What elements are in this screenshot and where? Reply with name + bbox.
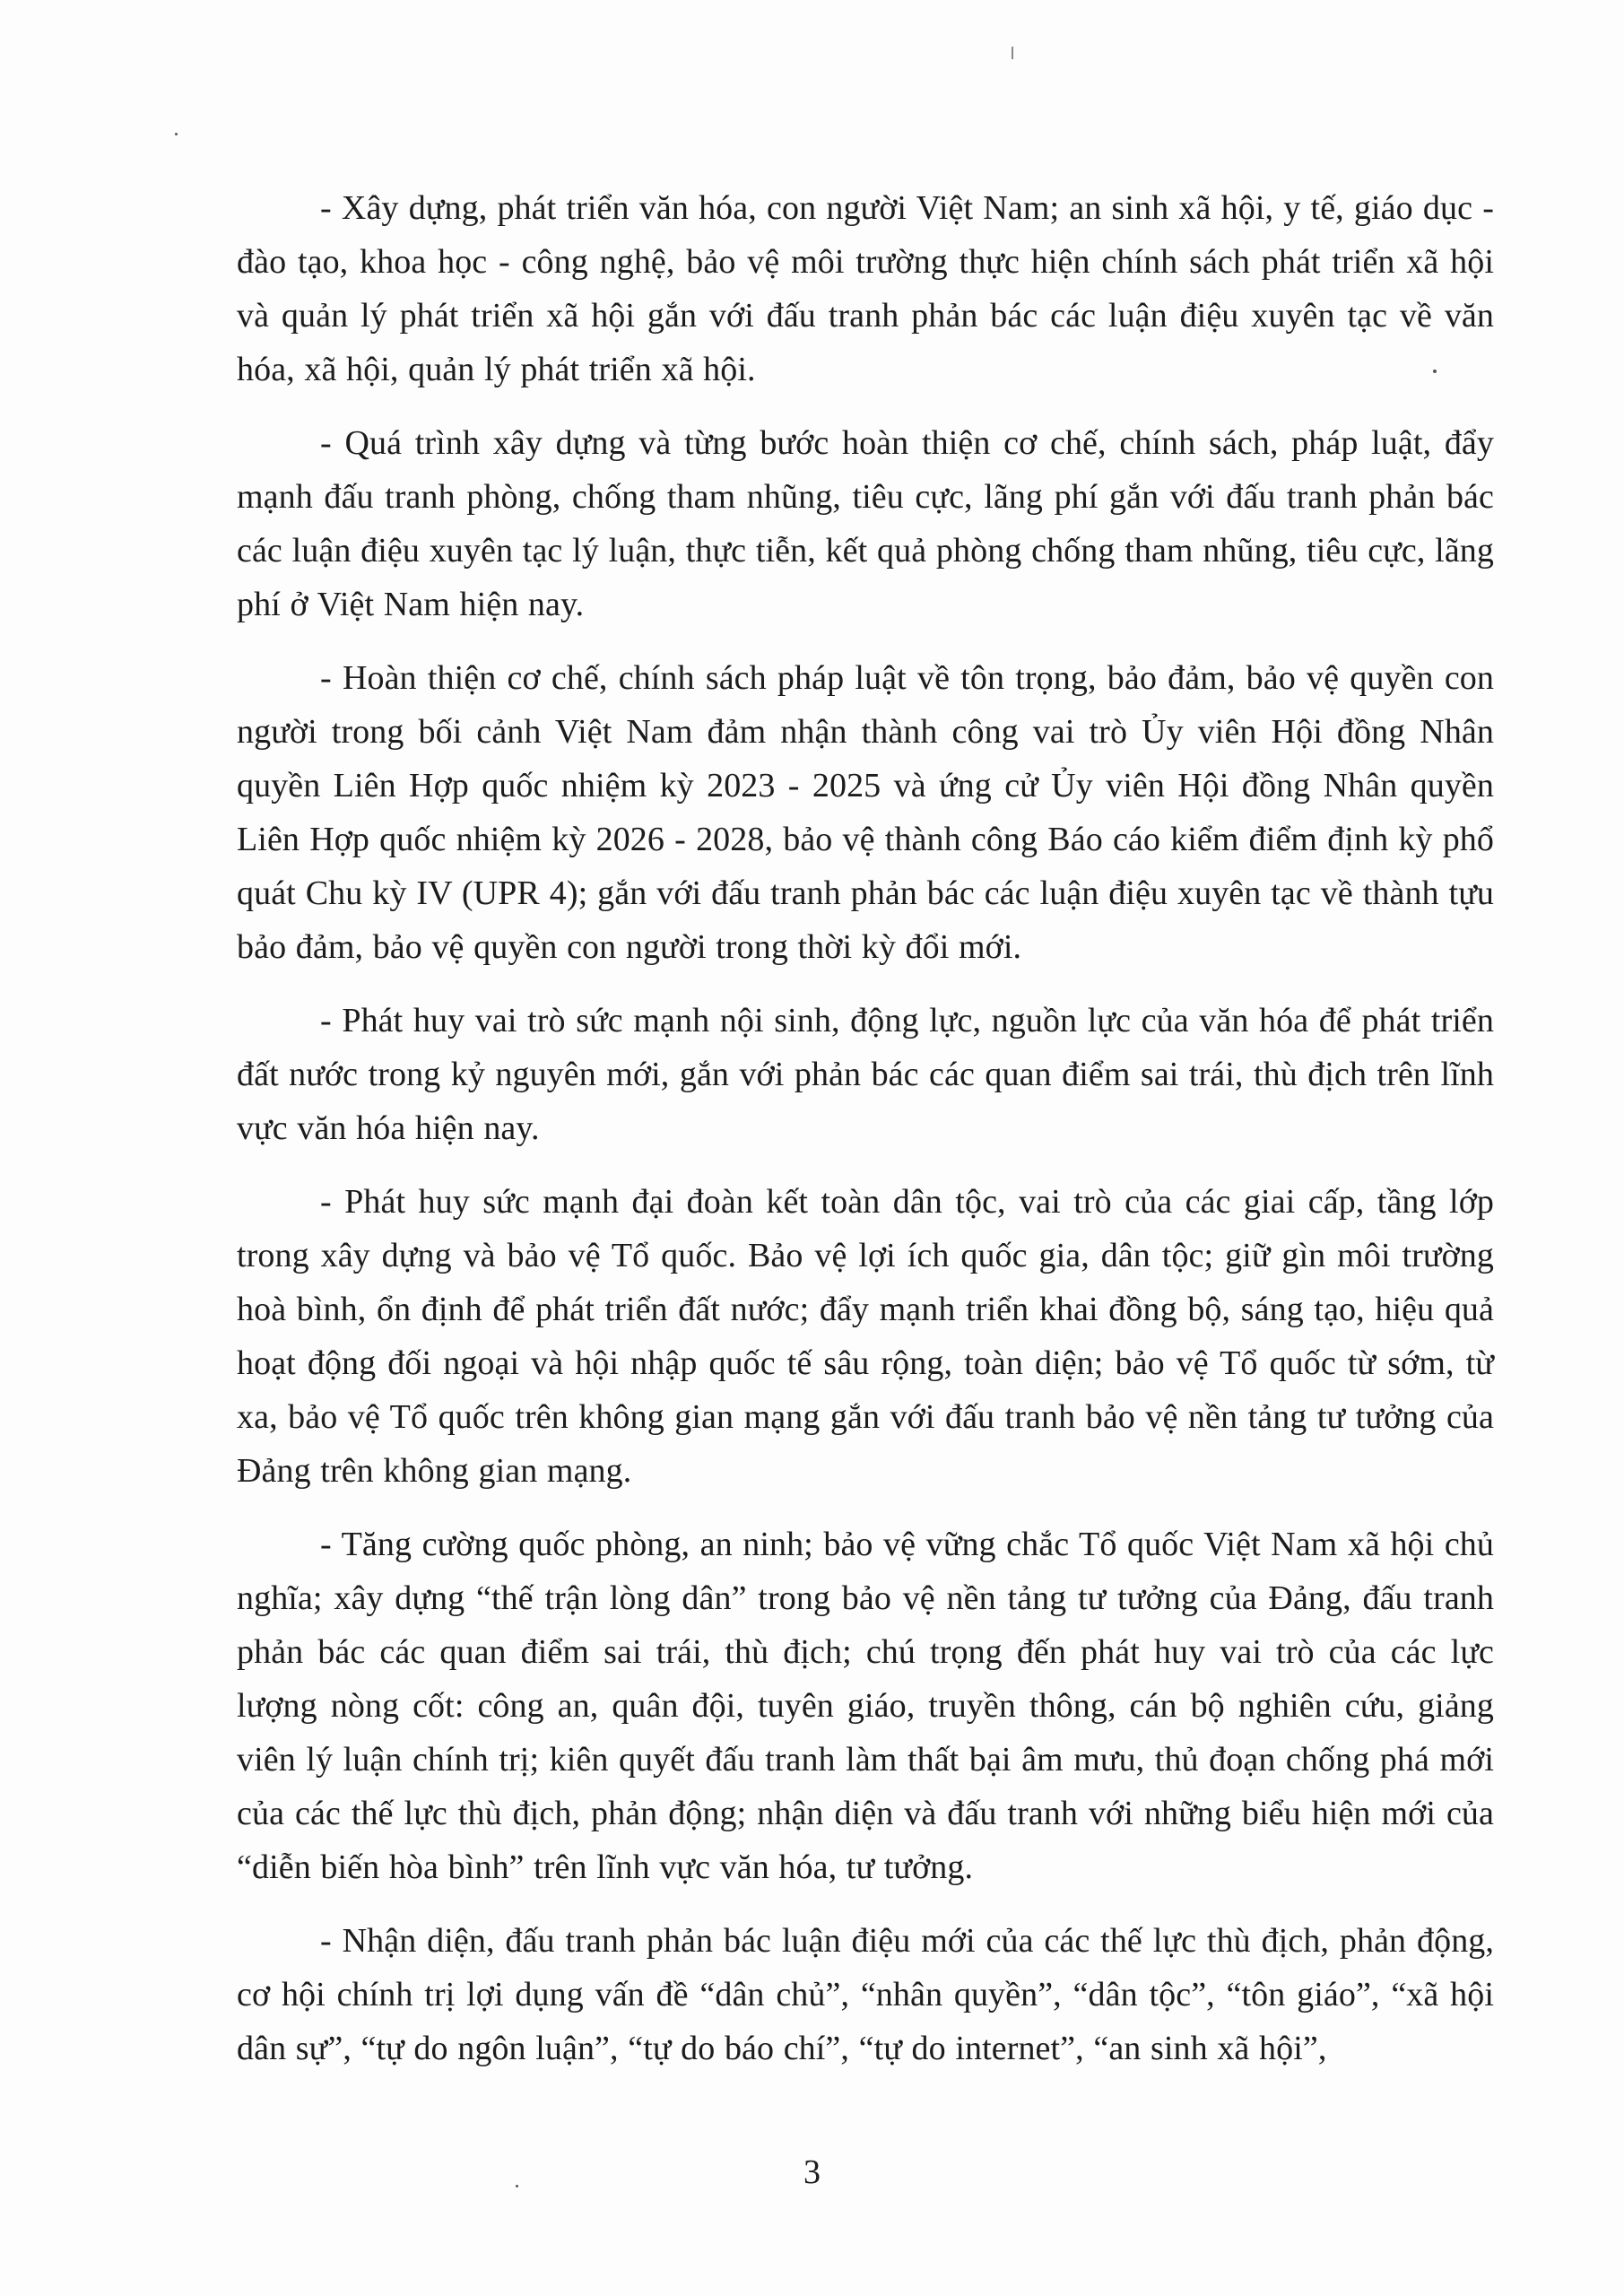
page-number: 3 [803, 2153, 821, 2191]
document-body [237, 181, 1494, 2095]
paragraph-national-unity: - Phát huy sức mạnh đại đoàn kết toàn dân tộc, vai trò của các giai cấp, tầng lớp trong xây dựng và bảo vệ Tổ quốc. Bảo vệ lợi ích quốc gia, dân tộc; giữ gìn môi trường hoà bình, ổn định để phát triển đất nước; đẩy mạnh triển khai đồng bộ, sáng tạo, hiệu quả hoạt động đối ngoại và hội nhập quốc tế sâu rộng, toàn diện; bảo vệ Tổ quốc từ sớm, từ xa, bảo vệ Tổ quốc trên không gian mạng gắn với đấu tranh bảo vệ nền tảng tư tưởng của Đảng trên không gian mạng. [237, 1183, 1494, 1490]
paragraph-human-rights: - Hoàn thiện cơ chế, chính sách pháp luật về tôn trọng, bảo đảm, bảo vệ quyền con người trong bối cảnh Việt Nam đảm nhận thành công vai trò Ủy viên Hội đồng Nhân quyền Liên Hợp quốc nhiệm kỳ 2023 - 2025 và ứng cử Ủy viên Hội đồng Nhân quyền Liên Hợp quốc nhiệm kỳ 2026 - 2028, bảo vệ thành công Báo cáo kiểm điểm định kỳ phổ quát Chu kỳ IV (UPR 4); gắn với đấu tranh phản bác các luận điệu xuyên tạc về thành tựu bảo đảm, bảo vệ quyền con người trong thời kỳ đổi mới. [237, 659, 1494, 966]
paragraph-anti-corruption: - Quá trình xây dựng và từng bước hoàn thiện cơ chế, chính sách, pháp luật, đẩy mạnh đấu tranh phòng, chống tham nhũng, tiêu cực, lãng phí gắn với đấu tranh phản bác các luận điệu xuyên tạc lý luận, thực tiễn, kết quả phòng chống tham nhũng, tiêu cực, lãng phí ở Việt Nam hiện nay. [237, 424, 1494, 623]
paragraph-defense-security: - Tăng cường quốc phòng, an ninh; bảo vệ vững chắc Tổ quốc Việt Nam xã hội chủ nghĩa; xây dựng “thế trận lòng dân” trong bảo vệ nền tảng tư tưởng của Đảng, đấu tranh phản bác các quan điểm sai trái, thù địch; chú trọng đến phát huy vai trò của các lực lượng nòng cốt: công an, quân đội, tuyên giáo, truyền thông, cán bộ nghiên cứu, giảng viên lý luận chính trị; kiên quyết đấu tranh làm thất bại âm mưu, thủ đoạn chống phá mới của các thế lực thù địch, phản động; nhận diện và đấu tranh với những biểu hiện mới của “diễn biến hòa bình” trên lĩnh vực văn hóa, tư tưởng. [237, 1526, 1494, 1886]
scan-speck [175, 133, 178, 135]
paragraph-culture-society: - Xây dựng, phát triển văn hóa, con người Việt Nam; an sinh xã hội, y tế, giáo dục - đào tạo, khoa học - công nghệ, bảo vệ môi trường thực hiện chính sách phát triển xã hội và quản lý phát triển xã hội gắn với đấu tranh phản bác các luận điệu xuyên tạc về văn hóa, xã hội, quản lý phát triển xã hội. [237, 189, 1494, 388]
paragraph-hostile-arguments: - Nhận diện, đấu tranh phản bác luận điệu mới của các thế lực thù địch, phản động, cơ hội chính trị lợi dụng vấn đề “dân chủ”, “nhân quyền”, “dân tộc”, “tôn giáo”, “xã hội dân sự”, “tự do ngôn luận”, “tự do báo chí”, “tự do internet”, “an sinh xã hội”, [237, 1922, 1494, 2067]
paragraph-culture-resources: - Phát huy vai trò sức mạnh nội sinh, động lực, nguồn lực của văn hóa để phát triển đất nước trong kỷ nguyên mới, gắn với phản bác các quan điểm sai trái, thù địch trên lĩnh vực văn hóa hiện nay. [237, 1002, 1494, 1147]
scan-mark [1012, 47, 1013, 59]
